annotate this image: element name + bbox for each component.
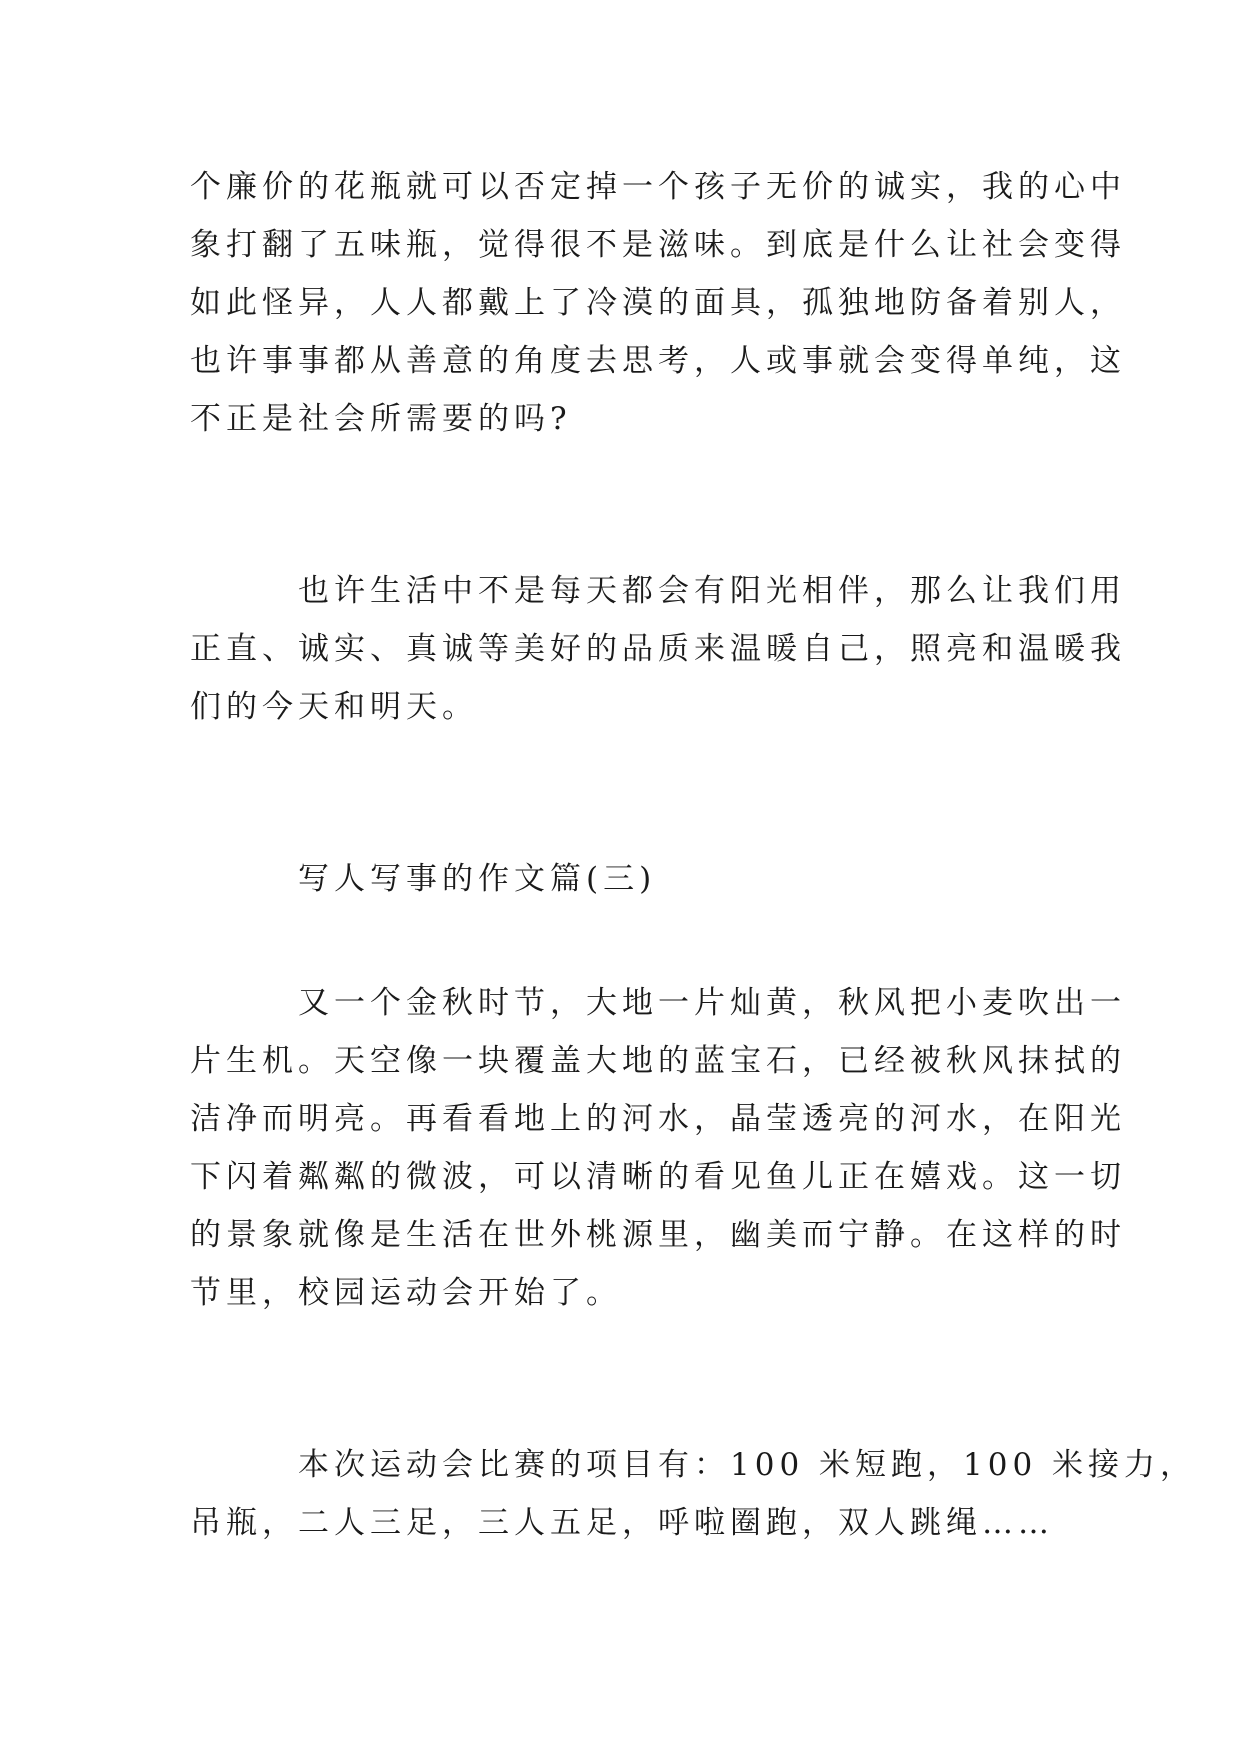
text-line: 也许事事都从善意的角度去思考，人或事就会变得单纯，这 bbox=[190, 343, 1126, 379]
section-heading bbox=[190, 850, 1070, 908]
text-line: 的景象就像是生活在世外桃源里，幽美而宁静。在这样的时 bbox=[190, 1217, 1126, 1253]
text-line: 如此怪异，人人都戴上了冷漠的面具，孤独地防备着别人， bbox=[190, 285, 1126, 321]
text-line: 不正是社会所需要的吗? bbox=[190, 401, 572, 437]
text-line: 象打翻了五味瓶，觉得很不是滋味。到底是什么让社会变得 bbox=[190, 227, 1126, 263]
text-line: 节里，校园运动会开始了。 bbox=[190, 1275, 622, 1311]
text-line: 片生机。天空像一块覆盖大地的蓝宝石，已经被秋风抹拭的 bbox=[190, 1043, 1126, 1079]
heading-text: 写人写事的作文篇(三) bbox=[298, 861, 657, 897]
text-line: 正直、诚实、真诚等美好的品质来温暖自己，照亮和温暖我 bbox=[190, 631, 1126, 667]
text-line: 下闪着粼粼的微波，可以清晰的看见鱼儿正在嬉戏。这一切 bbox=[190, 1159, 1126, 1195]
text-line: 本次运动会比赛的项目有：100 米短跑，100 米接力， bbox=[298, 1447, 1197, 1483]
text-line: 也许生活中不是每天都会有阳光相伴，那么让我们用 bbox=[298, 573, 1126, 609]
paragraph-autumn bbox=[190, 974, 1126, 1322]
text-line: 个廉价的花瓶就可以否定掉一个孩子无价的诚实，我的心中 bbox=[190, 169, 1126, 205]
text-line: 洁净而明亮。再看看地上的河水，晶莹透亮的河水，在阳光 bbox=[190, 1101, 1126, 1137]
text-line: 吊瓶，二人三足，三人五足，呼啦圈跑，双人跳绳…… bbox=[190, 1505, 1054, 1541]
paragraph-sports-events bbox=[190, 1436, 1197, 1552]
paragraph-vase-honesty bbox=[190, 158, 1126, 448]
text-line: 们的今天和明天。 bbox=[190, 689, 478, 725]
paragraph-sunshine bbox=[190, 562, 1126, 736]
text-line: 又一个金秋时节，大地一片灿黄，秋风把小麦吹出一 bbox=[298, 985, 1126, 1021]
